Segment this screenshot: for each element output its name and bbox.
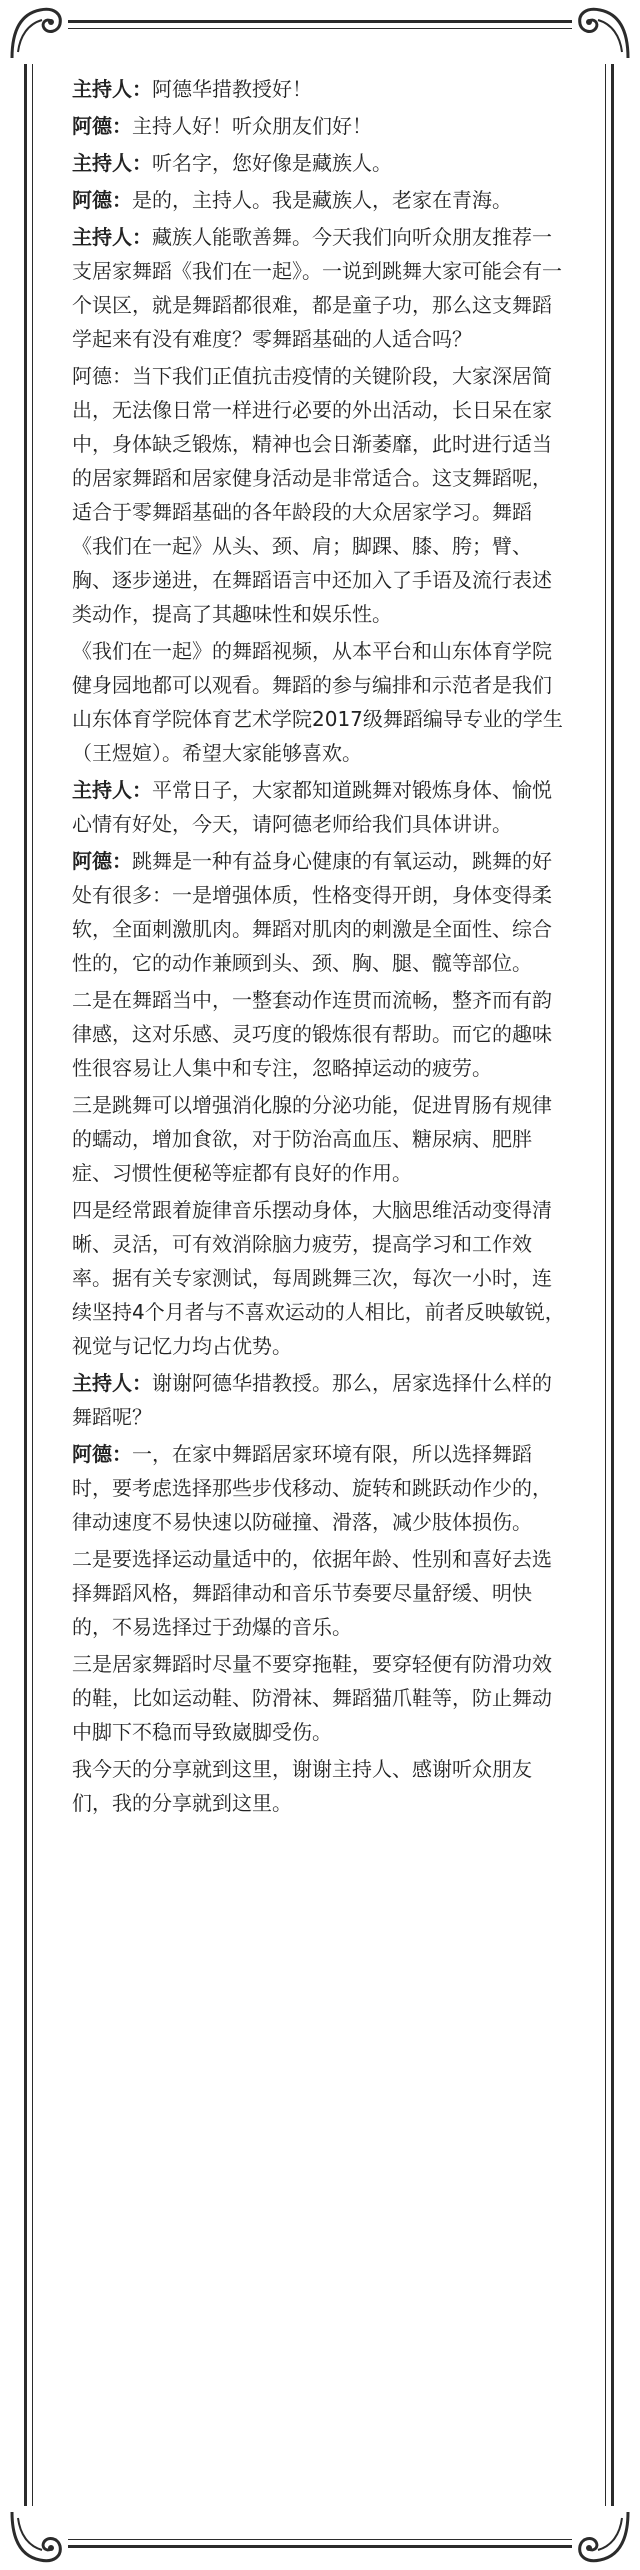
paragraph xyxy=(72,220,568,356)
paragraph-text: 三是跳舞可以增强消化腺的分泌功能，促进胃肠有规律的蠕动，增加食欲，对于防治高血压、糖尿病、肥胖症、习惯性便秘等症都有良好的作用。 xyxy=(72,1093,552,1185)
paragraph-text: 《我们在一起》的舞蹈视频，从本平台和山东体育学院健身园地都可以观看。舞蹈的参与编排和示范者是我们山东体育学院体育艺术学院2017级舞蹈编导专业的学生（王煜媗）。希望大家能够喜欢。 xyxy=(72,639,563,765)
corner-ornament-icon xyxy=(6,2506,68,2568)
corner-ornament-icon xyxy=(572,2,634,64)
paragraph-text: 阿德华措教授好！ xyxy=(152,77,312,101)
speaker-label: 主持人： xyxy=(72,225,152,249)
speaker-label: 主持人： xyxy=(72,77,152,101)
paragraph-text: 四是经常跟着旋律音乐摆动身体，大脑思维活动变得清晰、灵活，可有效消除脑力疲劳，提高学习和工作效率。据有关专家测试，每周跳舞三次，每次一小时，连续坚持4个月者与不喜欢运动的人相比，前者反映敏锐，视觉与记忆力均占优势。 xyxy=(72,1198,565,1358)
speaker-label: 阿德： xyxy=(72,114,132,138)
paragraph-text: 一，在家中舞蹈居家环境有限，所以选择舞蹈时，要考虑选择那些步伐移动、旋转和跳跃动作少的，律动速度不易快速以防碰撞、滑落，减少肢体损伤。 xyxy=(72,1442,552,1534)
paragraph-text: 我今天的分享就到这里，谢谢主持人、感谢听众朋友们，我的分享就到这里。 xyxy=(72,1757,532,1815)
speaker-label: 阿德： xyxy=(72,1442,132,1466)
paragraph xyxy=(72,146,568,180)
paragraph-text: 二是在舞蹈当中，一整套动作连贯而流畅，整齐而有韵律感，这对乐感、灵巧度的锻炼很有帮助。而它的趣味性很容易让人集中和专注，忽略掉运动的疲劳。 xyxy=(72,988,552,1080)
speaker-label: 主持人： xyxy=(72,1371,152,1395)
paragraph-text: 听名字，您好像是藏族人。 xyxy=(152,151,392,175)
paragraph-text: 二是要选择运动量适中的，依据年龄、性别和喜好去选择舞蹈风格，舞蹈律动和音乐节奏要尽量舒缓、明快的，不易选择过于劲爆的音乐。 xyxy=(72,1547,552,1639)
speaker-label: 主持人： xyxy=(72,778,152,802)
paragraph xyxy=(72,1366,568,1434)
paragraph xyxy=(72,844,568,980)
paragraph xyxy=(72,773,568,841)
paragraph xyxy=(72,1647,568,1749)
paragraph xyxy=(72,1437,568,1539)
paragraph xyxy=(72,634,568,770)
paragraph xyxy=(72,183,568,217)
paragraph xyxy=(72,1542,568,1644)
paragraph-text: 是的，主持人。我是藏族人，老家在青海。 xyxy=(132,188,512,212)
paragraph-text: 藏族人能歌善舞。今天我们向听众朋友推荐一支居家舞蹈《我们在一起》。一说到跳舞大家可能会有一个误区，就是舞蹈都很难，都是童子功，那么这支舞蹈学起来有没有难度？零舞蹈基础的人适合吗？ xyxy=(72,225,562,351)
speaker-label: 阿德： xyxy=(72,188,132,212)
paragraph-text: 平常日子，大家都知道跳舞对锻炼身体、愉悦心情有好处，今天，请阿德老师给我们具体讲讲。 xyxy=(72,778,552,836)
speaker-label: 主持人： xyxy=(72,151,152,175)
paragraph xyxy=(72,1752,568,1820)
interview-transcript xyxy=(72,72,568,1823)
paragraph xyxy=(72,1193,568,1363)
paragraph-text: 跳舞是一种有益身心健康的有氧运动，跳舞的好处有很多：一是增强体质，性格变得开朗，身体变得柔软，全面刺激肌肉。舞蹈对肌肉的刺激是全面性、综合性的，它的动作兼顾到头、颈、胸、腿、髋等部位。 xyxy=(72,849,552,975)
paragraph xyxy=(72,359,568,631)
paragraph-text: 阿德：当下我们正值抗击疫情的关键阶段，大家深居简出，无法像日常一样进行必要的外出活动，长日呆在家中，身体缺乏锻炼，精神也会日渐萎靡，此时进行适当的居家舞蹈和居家健身活动是非常适合。这支舞蹈呢，适合于零舞蹈基础的各年龄段的大众居家学习。舞蹈《我们在一起》从头、颈、肩；脚踝、膝、胯；臂、胸、逐步递进，在舞蹈语言中还加入了手语及流行表述类动作，提高了其趣味性和娱乐性。 xyxy=(72,364,552,626)
corner-ornament-icon xyxy=(6,2,68,64)
paragraph-text: 三是居家舞蹈时尽量不要穿拖鞋，要穿轻便有防滑功效的鞋，比如运动鞋、防滑袜、舞蹈猫爪鞋等，防止舞动中脚下不稳而导致崴脚受伤。 xyxy=(72,1652,552,1744)
paragraph-text: 谢谢阿德华措教授。那么，居家选择什么样的舞蹈呢？ xyxy=(72,1371,552,1429)
paragraph-text: 主持人好！听众朋友们好！ xyxy=(132,114,372,138)
paragraph xyxy=(72,983,568,1085)
paragraph xyxy=(72,109,568,143)
corner-ornament-icon xyxy=(572,2506,634,2568)
speaker-label: 阿德： xyxy=(72,849,132,873)
paragraph xyxy=(72,72,568,106)
paragraph xyxy=(72,1088,568,1190)
